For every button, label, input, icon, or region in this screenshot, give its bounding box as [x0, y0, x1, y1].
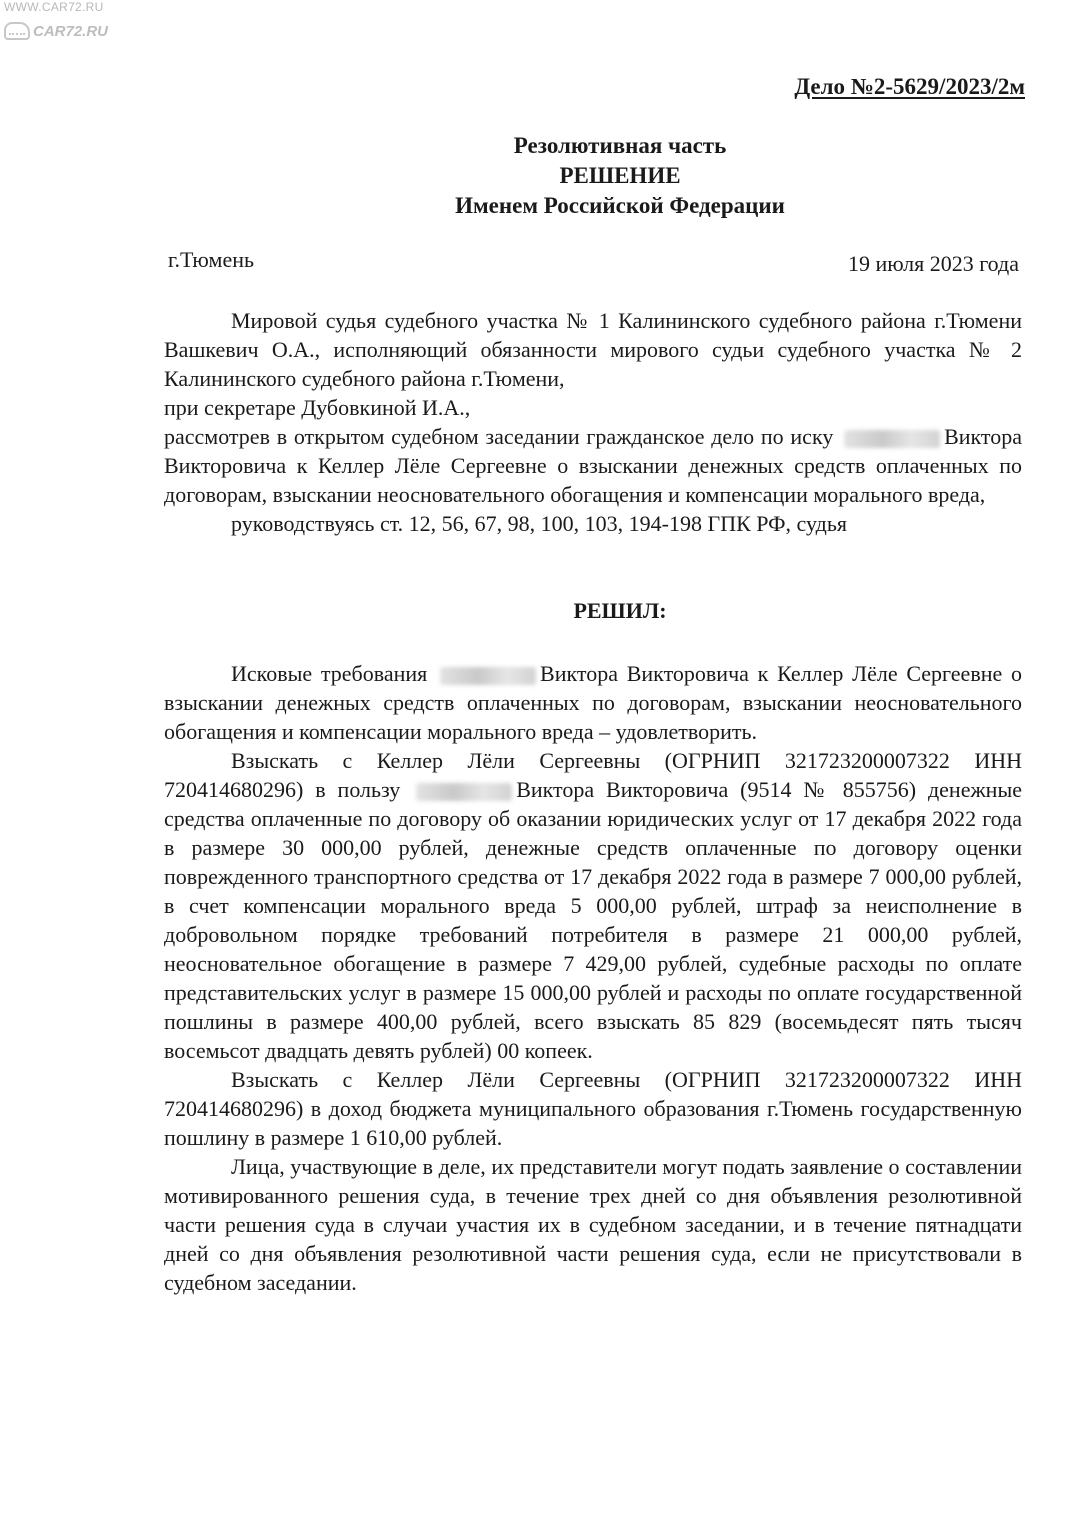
decision-claims-after: Виктора Викторовича к Келлер Лёле Сергеевне о взыскании денежных средств оплаченных по договорам, взыскании неосновательного обогащения и компенсации морального вреда – удовлетворить. [164, 661, 1022, 744]
header-in-the-name: Именем Российской Федерации [455, 193, 785, 218]
decision-recover [164, 746, 1022, 1065]
intro-section [164, 306, 1022, 538]
intro-considered [164, 422, 1022, 509]
redacted-name [844, 430, 940, 448]
intro-considered-after: Виктора Викторовича к Келлер Лёле Сергеевне о взыскании денежных средств оплаченных по договорам, взыскании неосновательного обогащения и компенсации морального вреда, [164, 424, 1022, 507]
redacted-name [416, 783, 512, 801]
decision-state-duty: Взыскать с Келлер Лёли Сергеевны (ОГРНИП 321723200007322 ИНН 720414680296) в доход бюджета муниципального образования г.Тюмень государственную пошлину в размере 1 610,00 рублей. [164, 1067, 1022, 1150]
intro-judge: Мировой судья судебного участка № 1 Калининского судебного района г.Тюмени Вашкевич О.А., исполняющий обязанности мирового судьи судебного участка № 2 Калининского судебного района г.Тюмени, [164, 308, 1022, 391]
case-number: Дело №2-5629/2023/2м [794, 74, 1025, 99]
place: г.Тюмень [168, 247, 255, 272]
resolved-heading: РЕШИЛ: [573, 598, 667, 623]
watermark-url: WWW.CAR72.RU [4, 0, 104, 14]
header-decision-title: РЕШЕНИЕ [559, 163, 681, 188]
redacted-name [440, 667, 536, 685]
intro-considered-before: рассмотрев в открытом судебном заседании гражданское дело по иску [164, 424, 834, 449]
intro-secretary: при секретаре Дубовкиной И.А., [164, 395, 471, 420]
decision-claims-before: Исковые требования [231, 661, 428, 686]
decision-appeal-notice: Лица, участвующие в деле, их представители могут подать заявление о составлении мотивированного решения суда, в течение трех дней со дня объявления резолютивной части решения суда в случаи участия их в судебном заседании, и в течение пятнадцати дней со дня объявления резолютивной части решения суда, если не присутствовали в судебном заседании. [164, 1154, 1022, 1295]
header-operative-part: Резолютивная часть [513, 133, 727, 158]
watermark-logo [4, 22, 108, 40]
document-header [0, 131, 1085, 221]
decision-recover-after: Виктора Викторовича (9514 № 855756) денежные средства оплаченные по договору об оказании юридических услуг от 17 декабря 2022 года в размере 30 000,00 рублей, денежные средств оплаченные по договору оценки поврежденного транспортного средства от 17 декабря 2022 года в размере 7 000,00 рублей, в счет компенсации морального вреда 5 000,00 рублей, штраф за неисполнение в добровольном порядке требований потребителя в размере 21 000,00 рублей, неосновательное обогащение в размере 7 429,00 рублей, судебные расходы по оплате представительских услуг в размере 15 000,00 рублей и расходы по оплате государственной пошлины в размере 400,00 рублей, всего взыскать 85 829 (восемьдесят пять тысяч восемьсот двадцать девять рублей) 00 копеек. [164, 777, 1022, 1063]
car-logo-icon [4, 22, 30, 40]
watermark-logo-text: CAR72.RU [33, 22, 109, 40]
watermark [4, 0, 108, 40]
decision-recover-before: Взыскать с Келлер Лёли Сергеевны (ОГРНИП 321723200007322 ИНН 720414680296) в пользу [164, 748, 1022, 802]
decision-claims [164, 659, 1022, 746]
intro-guided: руководствуясь ст. 12, 56, 67, 98, 100, 103, 194-198 ГПК РФ, судья [231, 511, 847, 536]
decision-section [164, 659, 1022, 1297]
date: 19 июля 2023 года [847, 251, 1019, 276]
